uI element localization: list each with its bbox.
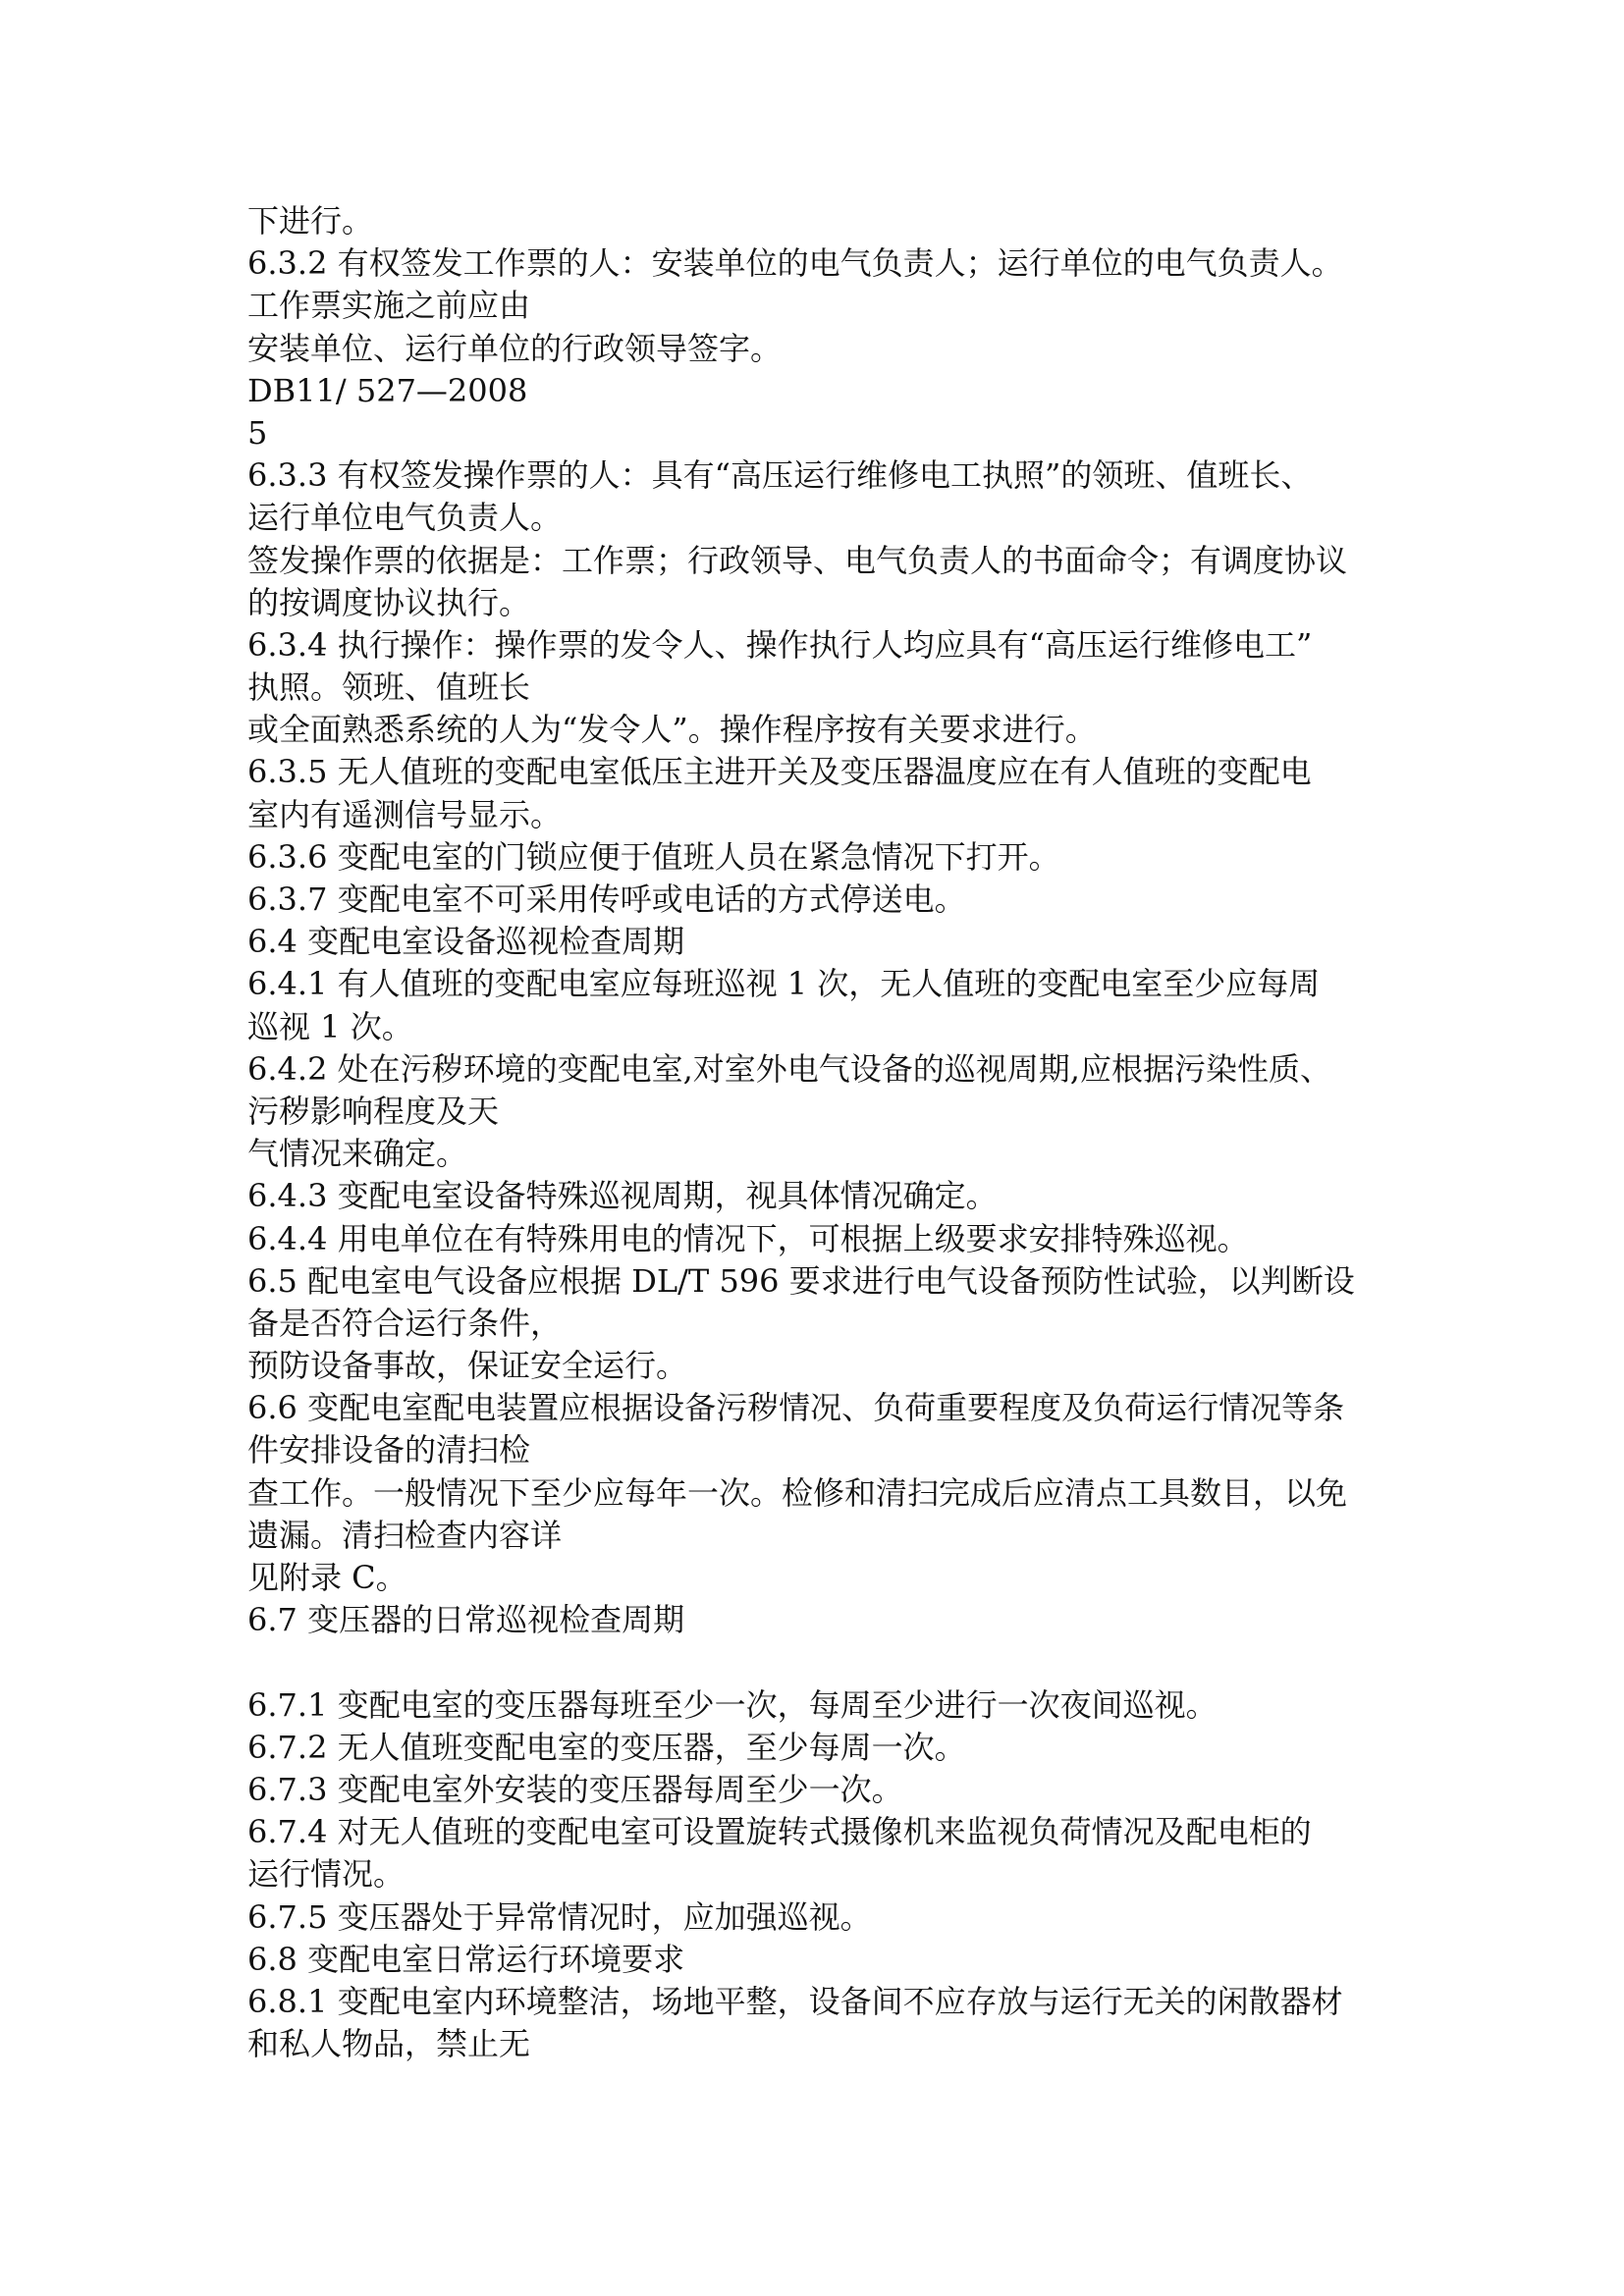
text-line: 件安排设备的清扫检 xyxy=(247,1431,531,1469)
text-line: 见附录 C。 xyxy=(247,1559,407,1596)
text-line: 6.3.7 变配电室不可采用传呼或电话的方式停送电。 xyxy=(247,881,966,918)
text-line: 工作票实施之前应由 xyxy=(247,287,531,325)
text-line: 6.7.3 变配电室外安装的变压器每周至少一次。 xyxy=(247,1770,903,1808)
text-line: 6.5 配电室电气设备应根据 DL/T 596 要求进行电气设备预防性试验，以判断设 xyxy=(247,1261,1355,1300)
text-line: 运行情况。 xyxy=(247,1855,406,1894)
text-line: 6.7.4 对无人值班的变配电室可设置旋转式摄像机来监视负荷情况及配电柜的 xyxy=(247,1813,1312,1851)
text-line: 或全面熟悉系统的人为“发令人”。操作程序按有关要求进行。 xyxy=(247,711,1097,749)
text-line: 6.8.1 变配电室内环境整洁，场地平整，设备间不应存放与运行无关的闲散器材 xyxy=(247,1982,1343,2020)
text-line: 6.3.5 无人值班的变配电室低压主进开关及变压器温度应在有人值班的变配电 xyxy=(247,753,1312,791)
text-line: 气情况来确定。 xyxy=(247,1135,468,1173)
text-line: 安装单位、运行单位的行政领导签字。 xyxy=(247,329,783,367)
text-line: 室内有遥测信号显示。 xyxy=(247,795,563,833)
text-line: 备是否符合运行条件， xyxy=(247,1304,563,1342)
text-line: 6.7.5 变压器处于异常情况时，应加强巡视。 xyxy=(247,1897,872,1936)
text-line: 6.4.1 有人值班的变配电室应每班巡视 1 次，无人值班的变配电室至少应每周 xyxy=(247,965,1321,1003)
text-line: 6.4.3 变配电室设备特殊巡视周期，视具体情况确定。 xyxy=(247,1177,998,1215)
text-line: 和私人物品，禁止无 xyxy=(247,2025,531,2063)
text-line: 6.3.2 有权签发工作票的人：安装单位的电气负责人；运行单位的电气负责人。 xyxy=(247,244,1343,283)
text-line: 运行单位电气负责人。 xyxy=(247,499,563,537)
text-line: 查工作。一般情况下至少应每年一次。检修和清扫完成后应清点工具数目，以免 xyxy=(247,1473,1348,1512)
text-line: 预防设备事故，保证安全运行。 xyxy=(247,1347,688,1385)
text-line: 下进行。 xyxy=(247,202,374,240)
text-line: 的按调度协议执行。 xyxy=(247,583,531,621)
page-header-code: DB11/ 527—2008 xyxy=(247,371,528,409)
section-heading: 6.8 变配电室日常运行环境要求 xyxy=(247,1940,685,1978)
text-line: 执照。领班、值班长 xyxy=(247,668,531,707)
text-line: 6.3.3 有权签发操作票的人：具有“高压运行维修电工执照”的领班、值班长、 xyxy=(247,456,1313,495)
text-line: 遗漏。清扫检查内容详 xyxy=(247,1516,563,1554)
text-line: 6.7.1 变配电室的变压器每班至少一次，每周至少进行一次夜间巡视。 xyxy=(247,1685,1218,1724)
text-line: 6.7.2 无人值班变配电室的变压器，至少每周一次。 xyxy=(247,1728,966,1766)
blank-line xyxy=(247,1641,1426,1683)
text-line: 签发操作票的依据是：工作票；行政领导、电气负责人的书面命令；有调度协议 xyxy=(247,541,1348,579)
text-line: 6.6 变配电室配电装置应根据设备污秽情况、负荷重要程度及负荷运行情况等条 xyxy=(247,1389,1345,1427)
text-line: 巡视 1 次。 xyxy=(247,1007,413,1045)
section-heading: 6.4 变配电室设备巡视检查周期 xyxy=(247,923,685,961)
text-line: 污秽影响程度及天 xyxy=(247,1092,500,1130)
text-line: 6.4.4 用电单位在有特殊用电的情况下，可根据上级要求安排特殊巡视。 xyxy=(247,1219,1249,1257)
section-heading: 6.7 变压器的日常巡视检查周期 xyxy=(247,1601,685,1639)
text-line: 6.3.6 变配电室的门锁应便于值班人员在紧急情况下打开。 xyxy=(247,837,1060,876)
text-line: 6.3.4 执行操作：操作票的发令人、操作执行人均应具有“高压运行维修电工” xyxy=(247,625,1313,664)
text-line: 6.4.2 处在污秽环境的变配电室,对室外电气设备的巡视周期,应根据污染性质、 xyxy=(247,1049,1331,1088)
page-number: 5 xyxy=(247,413,268,452)
document-body xyxy=(247,200,1426,2065)
